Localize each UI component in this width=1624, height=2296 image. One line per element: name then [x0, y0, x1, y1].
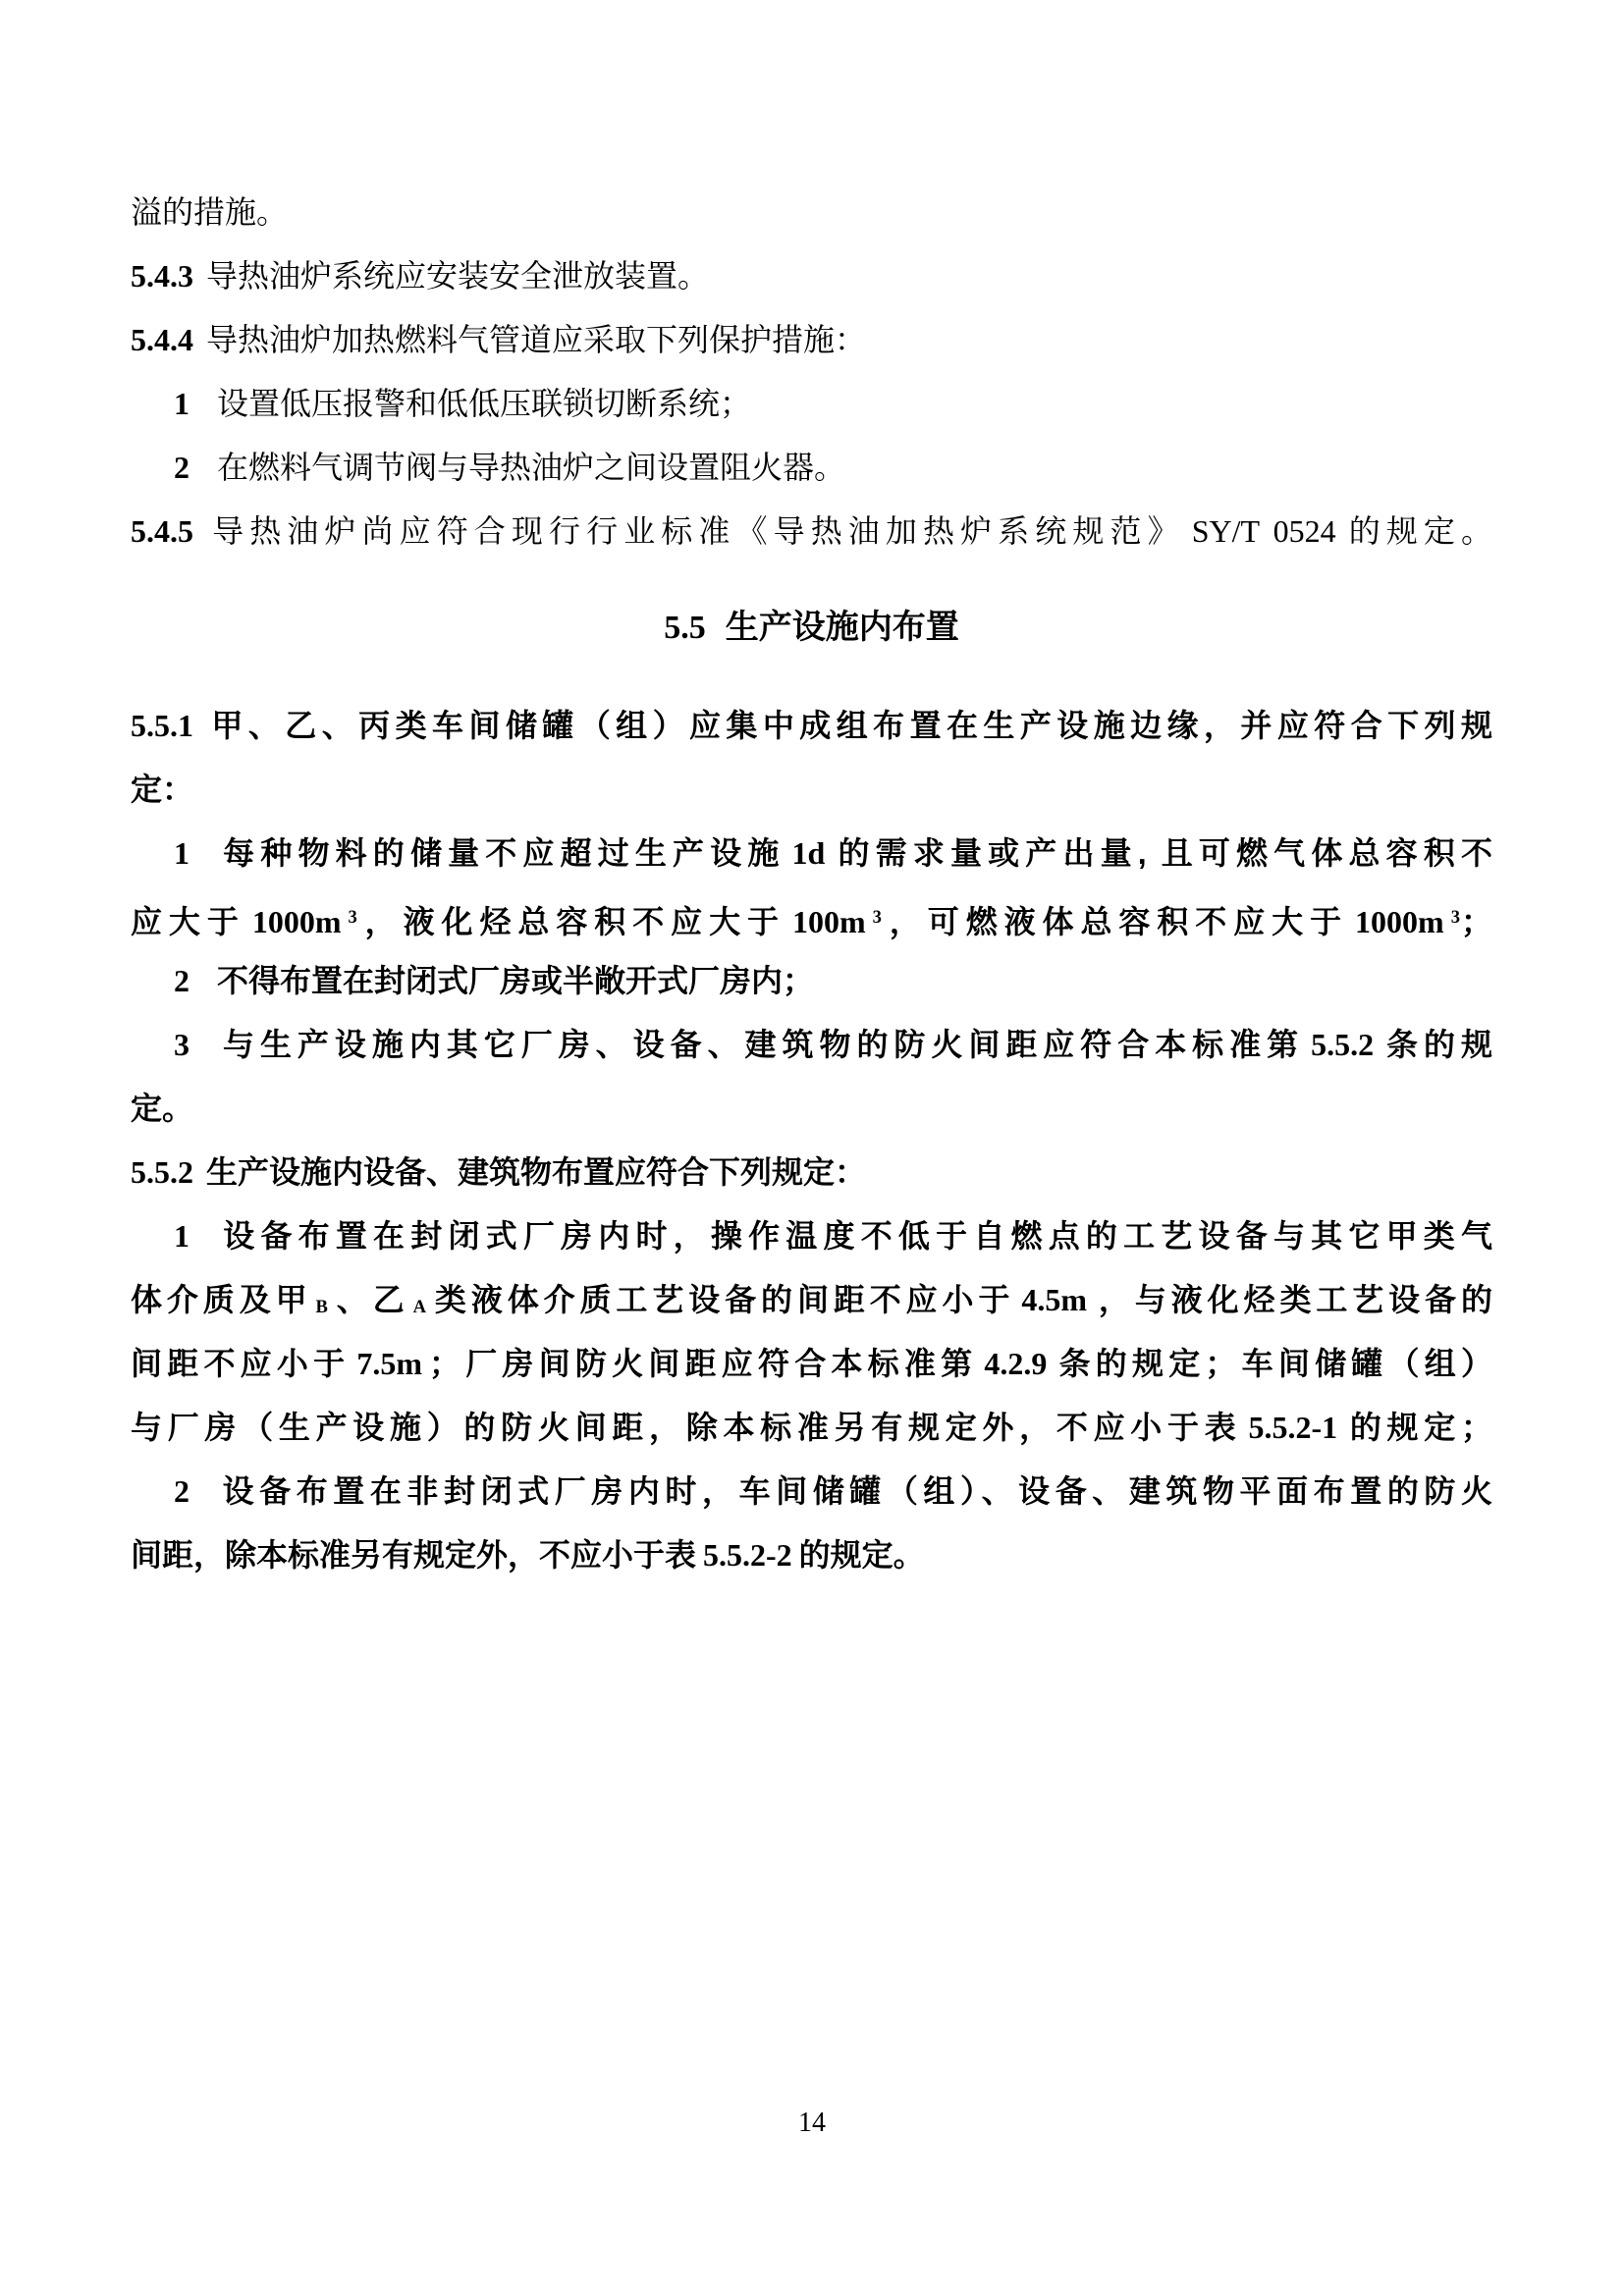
- text-run: 应大于: [131, 904, 245, 940]
- text-run-sub: A: [412, 1297, 427, 1318]
- text-run-inum: 1: [174, 1218, 189, 1254]
- text-run: ；厂房间防火间距应符合本标准第: [428, 1346, 978, 1381]
- text-line: [131, 1141, 1492, 1204]
- text-run: 不得布置在封闭式厂房或半敞开式厂房内；: [217, 963, 815, 998]
- text-run: ，液化烃总容积不应大于: [357, 904, 785, 940]
- text-line: [131, 1204, 1492, 1268]
- text-run: 定。: [131, 1091, 194, 1126]
- text-run: 与生产设施内其它厂房、设备、建筑物的防火间距应符合本标准第: [217, 1027, 1305, 1062]
- text-run: 生产设施内设备、建筑物布置应符合下列规定：: [206, 1154, 867, 1190]
- text-run: 导热油炉加热燃料气管道应采取下列保护措施：: [206, 322, 867, 357]
- text-run-label: 5.4.4: [131, 322, 193, 357]
- text-run: 设备布置在封闭式厂房内时，操作温度不低于自燃点的工艺设备与其它甲类气: [217, 1218, 1492, 1254]
- text-line: [131, 500, 1492, 563]
- text-run: 的规定；: [1344, 1410, 1492, 1445]
- text-run: 体介质及甲: [131, 1282, 312, 1317]
- text-run: ，可燃液体总容积不应大于: [882, 904, 1349, 940]
- text-line: [131, 181, 1492, 244]
- text-run-sup: 3: [348, 907, 357, 928]
- text-run-inum: 2: [174, 450, 189, 485]
- text-line: [131, 1332, 1492, 1396]
- text-line: [131, 1077, 1492, 1141]
- text-run: 与厂房（生产设施）的防火间距，除本标准另有规定外，不应小于表: [131, 1410, 1242, 1445]
- text-run: 每种物料的储量不应超过生产设施: [217, 835, 785, 871]
- text-run-latin: 1000m: [251, 904, 342, 940]
- text-run: 的规定。: [1342, 513, 1492, 549]
- text-run: 定：: [131, 772, 194, 807]
- text-run-sub: B: [315, 1297, 328, 1318]
- text-run-inum: 2: [174, 963, 189, 998]
- text-run-latin: 7.5m: [356, 1346, 422, 1381]
- page-number: 14: [798, 2108, 826, 2138]
- text-run-latin: SY/T 0524: [1191, 513, 1336, 549]
- text-run-label: 5.5.2: [131, 1154, 193, 1190]
- text-run: 溢的措施。: [131, 194, 289, 230]
- text-run: 条的规定；车间储罐（组）: [1054, 1346, 1492, 1381]
- text-run-sup: 3: [1450, 907, 1460, 928]
- text-run-hnum: 5.5: [664, 610, 706, 646]
- document-content: [131, 181, 1492, 1587]
- text-line: [131, 1396, 1492, 1460]
- text-run-latin: 5.5.2: [1311, 1027, 1375, 1062]
- text-run: 在燃料气调节阀与导热油炉之间设置阻火器。: [217, 450, 846, 485]
- text-line: [131, 885, 1492, 949]
- text-run-latin: 100m: [791, 904, 866, 940]
- text-run-label: 5.4.5: [131, 513, 193, 549]
- text-run-label: 5.4.3: [131, 258, 193, 294]
- text-line: [131, 308, 1492, 372]
- text-run-sup: 3: [872, 907, 882, 928]
- text-run: 间距，除本标准另有规定外，不应小于表: [131, 1537, 697, 1573]
- text-run: 类液体介质工艺设备的间距不应小于: [430, 1282, 1015, 1317]
- text-line: [131, 822, 1492, 885]
- text-run: 间距不应小于: [131, 1346, 351, 1381]
- text-run-latin: 4.2.9: [984, 1346, 1048, 1381]
- text-run: 条的规: [1380, 1027, 1492, 1062]
- text-line: [131, 372, 1492, 436]
- text-line: [131, 758, 1492, 822]
- text-line: [131, 1013, 1492, 1077]
- text-run-latin: 1d: [791, 835, 826, 871]
- text-run: ，与液化烃类工艺设备的: [1094, 1282, 1492, 1317]
- text-run-latin: 4.5m: [1021, 1282, 1088, 1317]
- text-run-inum: 1: [174, 386, 189, 421]
- text-line: [131, 1523, 1492, 1587]
- text-line: [131, 244, 1492, 308]
- text-line: [131, 694, 1492, 758]
- text-run-latin: 5.5.2-1: [1248, 1410, 1338, 1445]
- text-run: 的规定。: [798, 1537, 925, 1573]
- text-run: 导热油炉系统应安装安全泄放装置。: [206, 258, 710, 294]
- text-run: 、乙: [331, 1282, 409, 1317]
- text-run: 导热油炉尚应符合现行行业标准《导热油加热炉系统规范》: [206, 513, 1185, 549]
- text-line: [131, 949, 1492, 1013]
- text-run-inum: 1: [174, 835, 189, 871]
- text-run-inum: 3: [174, 1027, 189, 1062]
- section-heading: [131, 596, 1492, 660]
- text-run: 设置低压报警和低低压联锁切断系统；: [217, 386, 752, 421]
- text-run: 甲、乙、丙类车间储罐（组）应集中成组布置在生产设施边缘，并应符合下列规: [206, 708, 1492, 743]
- text-run: 设备布置在非封闭式厂房内时，车间储罐（组）、设备、建筑物平面布置的防火: [217, 1473, 1492, 1509]
- text-line: [131, 1460, 1492, 1523]
- text-run-latin: 5.5.2-2: [703, 1537, 792, 1573]
- text-run-inum: 2: [174, 1473, 189, 1509]
- text-run-latin: 1000m: [1355, 904, 1444, 940]
- text-line: [131, 1268, 1492, 1332]
- text-run: ；: [1460, 904, 1492, 940]
- text-run-label: 5.5.1: [131, 708, 193, 743]
- text-run: 的需求量或产出量, 且可燃气体总容积不: [832, 835, 1492, 871]
- text-line: [131, 436, 1492, 500]
- text-run: 生产设施内布置: [725, 609, 959, 646]
